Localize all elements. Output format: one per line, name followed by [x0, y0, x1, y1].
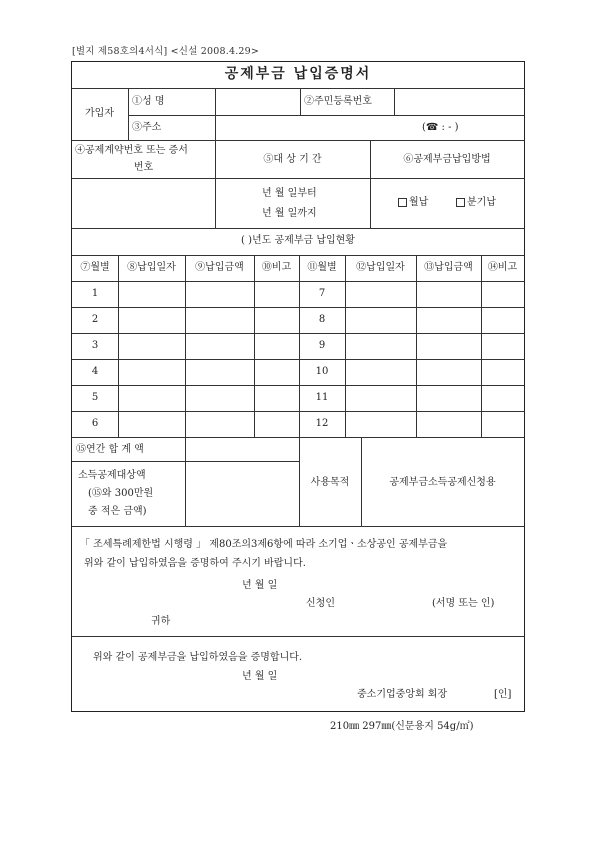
certification-statement: 위와 같이 공제부금을 납입하였음을 증명합니다. — [93, 652, 303, 663]
phone-field: (☎ : - ) — [422, 122, 459, 133]
paper-size-note: 210㎜ 297㎜(신문용지 54g/㎡) — [330, 721, 474, 732]
month-cell: 3 — [91, 340, 99, 351]
divider — [72, 228, 524, 229]
annual-total-label: ⑮연간 합 계 액 — [76, 444, 144, 455]
month-cell: 12 — [315, 418, 329, 429]
divider — [215, 88, 216, 115]
divider — [185, 255, 186, 437]
divider — [128, 115, 524, 116]
method-quarterly-label: 분기납 — [467, 197, 496, 208]
month-cell: 10 — [315, 366, 329, 377]
divider — [72, 526, 524, 527]
period-to: 년 월 일까지 — [262, 208, 317, 219]
divider — [72, 140, 524, 141]
divider — [72, 255, 524, 256]
divider — [72, 461, 299, 462]
table-header: ⑧납입일자 — [127, 262, 176, 273]
month-cell: 4 — [91, 366, 99, 377]
form-title: 공제부금 납입증명서 — [224, 66, 372, 82]
divider — [416, 255, 417, 437]
signature-note: (서명 또는 인) — [432, 598, 495, 609]
divider — [72, 385, 524, 386]
payment-method-label: ⑥공제부금납입방법 — [403, 154, 491, 165]
method-quarterly-option[interactable] — [456, 196, 496, 210]
table-header: ⑬납입금액 — [424, 262, 473, 273]
table-header: ⑪월별 — [307, 262, 337, 273]
rrn-label: ②주민등록번호 — [304, 96, 372, 107]
period-from: 년 월 일부터 — [262, 188, 317, 199]
certification-date: 년 월 일 — [242, 671, 278, 682]
month-cell: 7 — [318, 288, 326, 299]
method-monthly-option[interactable] — [398, 196, 428, 210]
name-label: ①성 명 — [132, 96, 165, 107]
method-monthly-label: 월납 — [409, 197, 429, 208]
divider — [72, 178, 524, 179]
form-number-note: [별지 제58호의4서식] <신설 2008.4.29> — [72, 46, 260, 57]
deduction-label-cont: 중 적은 금액) — [88, 506, 147, 517]
divider — [215, 115, 216, 140]
month-cell: 8 — [318, 314, 326, 325]
request-statement-cont: 위와 같이 납입하였음을 증명하여 주시기 바랍니다. — [84, 558, 306, 569]
month-cell: 5 — [91, 392, 99, 403]
divider — [185, 437, 186, 526]
recipient-label: 귀하 — [151, 616, 171, 627]
divider — [72, 636, 524, 637]
contract-number-label: ④공제계약번호 또는 증서 — [75, 145, 188, 156]
divider — [72, 411, 524, 412]
table-header: ⑩비고 — [261, 262, 292, 273]
month-cell: 11 — [315, 392, 329, 403]
divider — [128, 88, 129, 140]
month-cell: 1 — [91, 288, 99, 299]
divider — [254, 255, 255, 437]
applicant-section-label: 가입자 — [85, 108, 114, 119]
address-label: ③주소 — [132, 122, 162, 133]
deduction-label-cont: (⑮와 300만원 — [88, 488, 154, 499]
divider — [72, 437, 524, 438]
purpose-value: 공제부금소득공제신청용 — [389, 477, 496, 488]
divider — [72, 281, 524, 282]
purpose-label: 사용목적 — [310, 477, 350, 488]
checkbox-icon — [398, 198, 407, 207]
divider — [394, 88, 395, 115]
month-cell: 6 — [91, 418, 99, 429]
month-cell: 2 — [91, 314, 99, 325]
divider — [72, 359, 524, 360]
divider — [481, 255, 482, 437]
applicant-signature-label: 신청인 — [306, 598, 335, 609]
contract-number-label-cont: 번호 — [133, 162, 154, 173]
divider — [72, 333, 524, 334]
table-header: ⑭비고 — [487, 262, 518, 273]
divider — [345, 255, 346, 437]
divider — [72, 307, 524, 308]
certificate-form — [71, 61, 525, 712]
checkbox-icon — [456, 198, 465, 207]
request-statement: 「 조세특례제한법 시행령 」 제80조의3제6항에 따라 소기업ㆍ소상공인 공제부금을 — [80, 539, 448, 550]
issuer-name: 중소기업중앙회 회장 — [357, 689, 448, 700]
request-date: 년 월 일 — [242, 580, 278, 591]
table-header: ⑦월별 — [80, 262, 110, 273]
period-label: ⑤대 상 기 간 — [263, 154, 322, 165]
divider — [72, 88, 524, 89]
payment-status-title: ( )년도 공제부금 납입현황 — [241, 235, 355, 246]
deduction-label: 소득공제대상액 — [78, 470, 146, 481]
seal-mark: [인] — [494, 689, 512, 700]
divider — [118, 255, 119, 437]
table-header: ⑫납입일자 — [356, 262, 405, 273]
month-cell: 9 — [318, 340, 326, 351]
divider — [300, 88, 301, 115]
table-header: ⑨납입금액 — [195, 262, 244, 273]
